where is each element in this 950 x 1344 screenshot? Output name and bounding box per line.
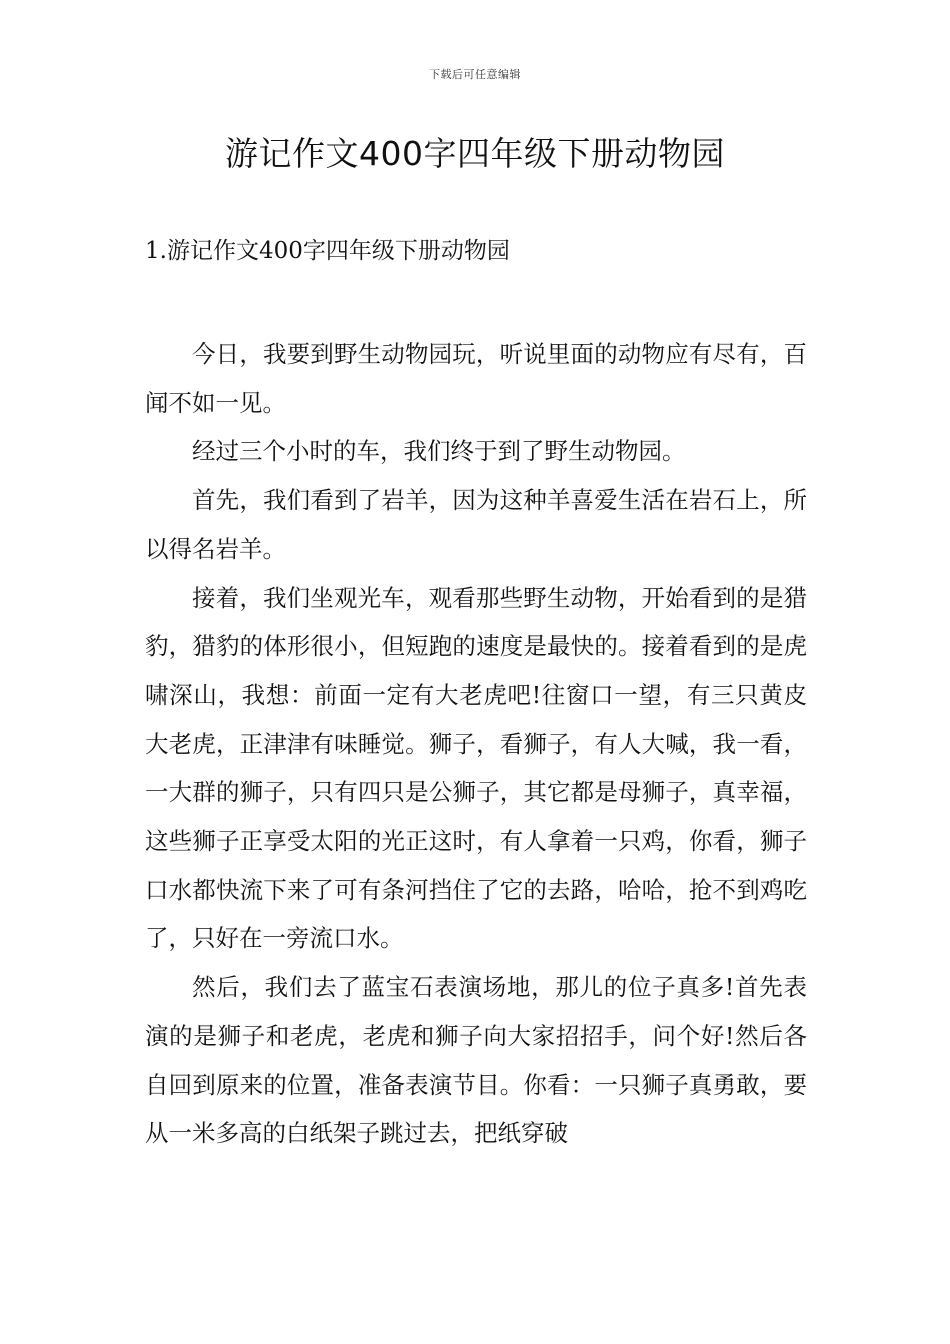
header-note: 下载后可任意编辑 [429,68,521,81]
paragraph: 然后，我们去了蓝宝石表演场地，那儿的位子真多!首先表演的是狮子和老虎，老虎和狮子向大家招招手，问个好!然后各自回到原来的位置，准备表演节目。你看：一只狮子真勇敢，要从一米多高的白纸架子跳过去，把纸穿破 [145,973,807,1148]
document-title: 游记作文400字四年级下册动物园 [225,134,725,173]
paragraph: 首先，我们看到了岩羊，因为这种羊喜爱生活在岩石上，所以得名岩羊。 [145,486,807,563]
paragraph: 经过三个小时的车，我们终于到了野生动物园。 [192,437,686,466]
paragraph: 接着，我们坐观光车，观看那些野生动物，开始看到的是猎豹，猎豹的体形很小，但短跑的速度是最快的。接着看到的是虎啸深山，我想：前面一定有大老虎吧!往窗口一望，有三只黄皮大老虎，正津津有味睡觉。狮子，看狮子，有人大喊，我一看，一大群的狮子，只有四只是公狮子，其它都是母狮子，真幸福，这些狮子正享受太阳的光正这时，有人拿着一只鸡，你看，狮子口水都快流下来了可有条河挡住了它的去路，哈哈，抢不到鸡吃了，只好在一旁流口水。 [145,583,807,953]
paragraph: 今日，我要到野生动物园玩，听说里面的动物应有尽有，百闻不如一见。 [145,340,807,417]
document-body [145,330,807,1158]
section-heading: 1.游记作文400字四年级下册动物园 [145,238,510,264]
